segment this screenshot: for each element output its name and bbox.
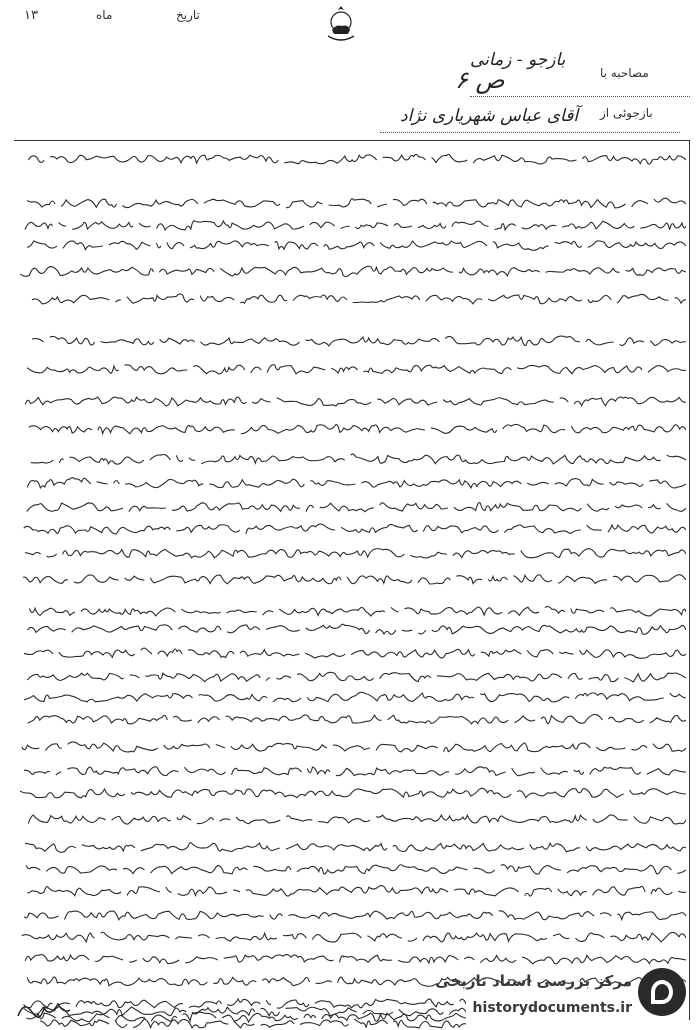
handwritten-line bbox=[23, 908, 686, 922]
handwritten-line bbox=[24, 422, 686, 436]
handwritten-line bbox=[26, 452, 686, 466]
handwritten-line bbox=[23, 812, 686, 826]
interrogator-label: بازجوئی از bbox=[600, 106, 653, 120]
archive-watermark bbox=[435, 960, 698, 1026]
handwritten-line bbox=[25, 604, 686, 618]
date-label: تاریخ bbox=[176, 8, 200, 22]
handwritten-line bbox=[27, 238, 686, 252]
interviewee-handwriting: بازجو - زمانی bbox=[470, 50, 566, 70]
handwritten-line bbox=[24, 218, 686, 232]
handwritten-line bbox=[20, 930, 686, 944]
signature-scribble-icon bbox=[14, 996, 74, 1022]
watermark-url: historydocuments.ir bbox=[472, 1000, 632, 1016]
handwritten-line bbox=[27, 334, 686, 348]
handwritten-line bbox=[24, 764, 686, 778]
handwritten-line bbox=[25, 546, 686, 560]
sheet-number-handwriting: ص ۶ bbox=[455, 66, 505, 94]
handwritten-line bbox=[25, 884, 686, 898]
handwritten-line bbox=[21, 522, 686, 536]
handwritten-line bbox=[22, 362, 686, 376]
handwritten-line bbox=[20, 394, 686, 408]
interview-with-label: مصاحبه با bbox=[600, 66, 649, 80]
handwritten-line bbox=[24, 646, 686, 660]
page-number: ۱۳ bbox=[24, 8, 38, 23]
archive-logo-icon bbox=[638, 968, 686, 1016]
handwritten-line bbox=[26, 292, 686, 306]
handwritten-line bbox=[21, 196, 686, 210]
handwritten-line bbox=[20, 740, 686, 754]
handwritten-line bbox=[23, 622, 686, 636]
handwritten-line bbox=[25, 500, 686, 514]
handwritten-line bbox=[20, 786, 686, 800]
handwritten-line bbox=[23, 572, 686, 586]
watermark-title: مرکز بررسی اسناد تاریخی bbox=[435, 972, 632, 990]
handwritten-line bbox=[24, 712, 686, 726]
handwritten-line bbox=[22, 476, 686, 490]
interrogator-handwriting: آقای عباس شهریاری نژاد bbox=[400, 106, 579, 126]
handwritten-line bbox=[24, 690, 686, 704]
month-label: ماه bbox=[96, 8, 113, 22]
handwritten-line bbox=[27, 670, 686, 684]
handwritten-line bbox=[23, 152, 686, 166]
handwritten-line bbox=[20, 264, 686, 278]
handwritten-line bbox=[23, 862, 686, 876]
handwritten-line bbox=[25, 840, 686, 854]
